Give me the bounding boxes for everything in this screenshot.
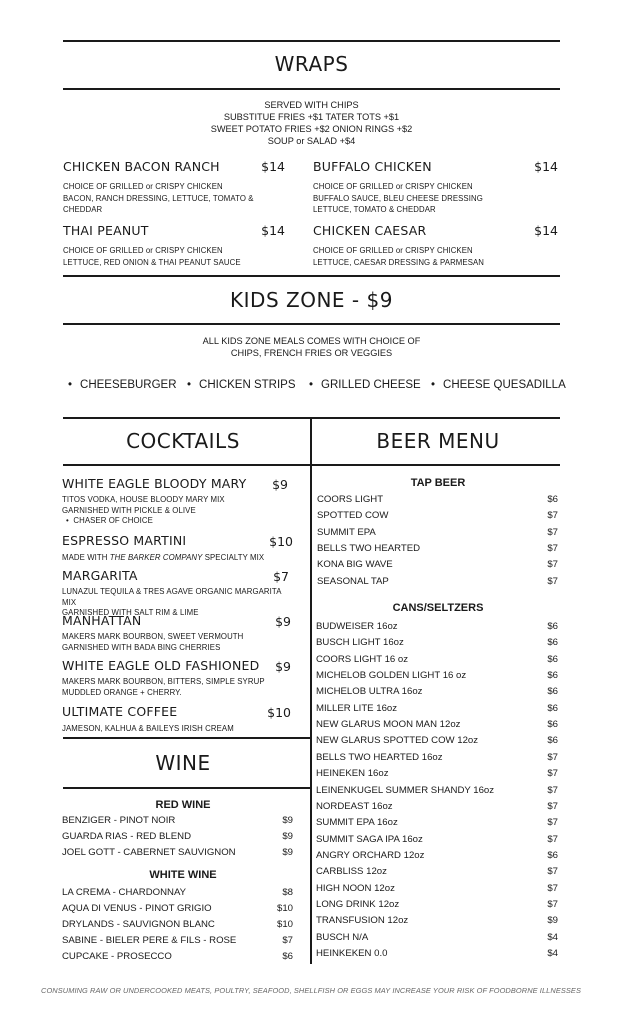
- row-price: $10: [276, 903, 293, 914]
- row-price: $7: [547, 559, 558, 571]
- row-name: SABINE - BIELER PERE & FILS - ROSE: [62, 935, 237, 946]
- menu-row: [62, 901, 293, 917]
- row-price: $8: [282, 887, 293, 898]
- desc-line: LETTUCE, RED ONION & THAI PEANUT SAUCE: [63, 257, 241, 267]
- row-price: $6: [547, 686, 558, 698]
- row-price: $4: [547, 948, 558, 959]
- row-name: TRANSFUSION 12oz: [316, 915, 409, 927]
- wrap-item: [63, 159, 285, 216]
- menu-row: [316, 832, 558, 848]
- desc-line: CHOICE OF GRILLED or CRISPY CHICKEN: [313, 182, 473, 191]
- menu-row: [316, 766, 558, 782]
- row-name: AQUA DI VENUS - PINOT GRIGIO: [62, 903, 212, 914]
- row-price: $7: [547, 526, 558, 538]
- row-name: BENZIGER - PINOT NOIR: [62, 815, 176, 826]
- desc-line: JAMESON, KALHUA & BAILEYS IRISH CREAM: [62, 724, 234, 733]
- desc-line: TITOS VODKA, HOUSE BLOODY MARY MIX: [62, 495, 225, 504]
- row-price: $6: [547, 702, 558, 714]
- row-name: HIGH NOON 12oz: [316, 882, 395, 894]
- item-desc: [63, 181, 285, 216]
- intro-line: CHIPS, FRENCH FRIES OR VEGGIES: [230, 348, 393, 358]
- item-desc: [63, 245, 285, 268]
- menu-row: [317, 492, 558, 508]
- item-name: ULTIMATE COFFEE: [62, 704, 178, 719]
- kids-title: KIDS ZONE - $9: [230, 288, 393, 312]
- item-price: $14: [261, 223, 285, 238]
- row-price: $7: [282, 935, 293, 946]
- menu-row: [316, 864, 558, 880]
- item-name: BUFFALO CHICKEN: [313, 159, 432, 174]
- menu-row: [317, 574, 558, 590]
- row-price: $7: [547, 510, 558, 522]
- desc-line: LETTUCE, TOMATO & CHEDDAR: [313, 205, 436, 214]
- kids-item: • GRILLED CHEESE: [309, 379, 421, 391]
- menu-row: [62, 845, 293, 861]
- menu-row: [316, 815, 558, 831]
- intro-line: SOUP or SALAD +$4: [267, 136, 356, 146]
- item-desc: [313, 245, 558, 268]
- menu-row: [316, 897, 558, 913]
- desc-line: LUNAZUL TEQUILA & TRES AGAVE ORGANIC MARGARITA MIX: [62, 587, 282, 607]
- item-desc: [62, 677, 291, 698]
- menu-row: [62, 885, 293, 901]
- row-name: KONA BIG WAVE: [317, 559, 393, 571]
- row-price: $10: [276, 919, 293, 930]
- menu-row: [316, 701, 558, 717]
- menu-row: [62, 813, 293, 829]
- row-price: $6: [547, 719, 558, 731]
- kids-intro: [63, 335, 560, 359]
- beer-title: BEER MENU: [376, 429, 500, 453]
- menu-row: [62, 829, 293, 845]
- item-price: $14: [534, 159, 558, 174]
- menu-row: [316, 913, 558, 929]
- row-price: $7: [547, 833, 558, 845]
- cocktail-item: [62, 533, 293, 564]
- desc-line: GARNISHED WITH SALT RIM & LIME: [62, 608, 199, 617]
- menu-row: [62, 917, 293, 933]
- desc-line: GARNISHED WITH PICKLE & OLIVE: [62, 505, 196, 515]
- row-price: $7: [547, 542, 558, 554]
- row-name: MICHELOB ULTRA 16oz: [316, 686, 423, 698]
- item-desc: [62, 632, 291, 653]
- wraps-intro: [63, 99, 560, 147]
- menu-row: [317, 541, 558, 557]
- item-desc: [62, 723, 291, 735]
- menu-row: [316, 848, 558, 864]
- divider: [63, 323, 560, 325]
- menu-row: [62, 933, 293, 949]
- wraps-title: WRAPS: [274, 52, 349, 76]
- cocktail-item: [62, 704, 291, 735]
- row-name: HEINKEKEN 0.0: [316, 948, 388, 959]
- row-name: DRYLANDS - SAUVIGNON BLANC: [62, 919, 215, 930]
- item-desc: [62, 552, 293, 564]
- cocktail-item: [62, 568, 289, 619]
- row-name: COORS LIGHT: [317, 494, 384, 505]
- cocktails-title: COCKTAILS: [126, 429, 240, 453]
- row-name: NORDEAST 16oz: [316, 800, 393, 812]
- item-name: CHICKEN BACON RANCH: [63, 159, 220, 174]
- divider: [63, 737, 311, 739]
- desc-line: LETTUCE, CAESAR DRESSING & PARMESAN: [313, 257, 485, 267]
- wrap-item: [313, 159, 558, 216]
- desc-text: SPECIALTY MIX: [202, 553, 265, 562]
- row-name: CUPCAKE - PROSECCO: [62, 951, 172, 962]
- menu-row: [62, 949, 293, 965]
- kids-item: • CHEESE QUESADILLA: [431, 379, 566, 391]
- row-price: $6: [547, 637, 558, 649]
- wine-title: WINE: [155, 751, 211, 775]
- menu-row: [316, 652, 558, 668]
- menu-row: [316, 946, 558, 962]
- menu-row: [316, 619, 558, 635]
- row-name: CARBLISS 12oz: [316, 866, 387, 878]
- desc-text: MADE WITH: [62, 553, 110, 562]
- row-name: MILLER LITE 16oz: [316, 702, 398, 714]
- row-name: NEW GLARUS MOON MAN 12oz: [316, 719, 461, 731]
- item-desc: [313, 181, 558, 216]
- row-price: $9: [282, 815, 293, 826]
- row-name: HEINEKEN 16oz: [316, 768, 389, 780]
- desc-line: BUFFALO SAUCE, BLEU CHEESE DRESSING: [313, 193, 483, 203]
- row-price: $7: [547, 751, 558, 763]
- item-name: WHITE EAGLE OLD FASHIONED: [62, 658, 260, 673]
- row-price: $6: [547, 735, 558, 747]
- row-name: BELLS TWO HEARTED: [317, 542, 421, 554]
- menu-row: [316, 733, 558, 749]
- cocktail-item: [62, 476, 288, 527]
- cocktail-item: [62, 658, 291, 698]
- item-price: $9: [272, 477, 288, 492]
- item-name: CHICKEN CAESAR: [313, 223, 427, 238]
- row-price: $7: [547, 768, 558, 780]
- cocktail-item: [62, 613, 291, 653]
- divider: [63, 787, 311, 789]
- wrap-item: [313, 223, 558, 268]
- row-price: $6: [547, 670, 558, 682]
- row-price: $6: [282, 951, 293, 962]
- row-name: COORS LIGHT 16 oz: [316, 653, 409, 665]
- row-price: $9: [547, 915, 558, 927]
- row-price: $9: [282, 831, 293, 843]
- row-name: SPOTTED COW: [317, 510, 389, 522]
- kids-item: • CHEESEBURGER: [68, 379, 177, 391]
- desc-line: BACON, RANCH DRESSING, LETTUCE, TOMATO &: [63, 193, 254, 203]
- row-name: JOEL GOTT - CABERNET SAUVIGNON: [62, 847, 236, 859]
- menu-row: [317, 508, 558, 524]
- desc-bullet: • CHASER OF CHOICE: [66, 516, 153, 525]
- item-name: MANHATTAN: [62, 613, 142, 628]
- wrap-item: [63, 223, 285, 268]
- menu-row: [316, 799, 558, 815]
- row-price: $7: [547, 784, 558, 796]
- menu-row: [317, 557, 558, 573]
- item-price: $9: [275, 659, 291, 674]
- item-price: $10: [267, 705, 291, 720]
- row-price: $6: [547, 849, 558, 861]
- row-price: $7: [547, 898, 558, 910]
- bullet-text: CHASER OF CHOICE: [73, 516, 153, 525]
- item-price: $14: [534, 223, 558, 238]
- kids-item: • CHICKEN STRIPS: [187, 379, 296, 391]
- item-name: THAI PEANUT: [63, 223, 149, 238]
- row-price: $7: [547, 866, 558, 878]
- menu-row: [316, 881, 558, 897]
- row-price: $6: [547, 621, 558, 632]
- item-price: $7: [273, 569, 289, 584]
- menu-row: [316, 635, 558, 651]
- tap-beer-heading: TAP BEER: [410, 477, 466, 489]
- row-name: SUMMIT EPA: [317, 526, 376, 538]
- row-name: GUARDA RIAS - RED BLEND: [62, 831, 192, 843]
- intro-line: SERVED WITH CHIPS: [264, 100, 359, 110]
- desc-line: CHOICE OF GRILLED or CRISPY CHICKEN: [63, 182, 223, 191]
- item-price: $9: [275, 614, 291, 629]
- item-price: $14: [261, 159, 285, 174]
- row-price: $7: [547, 817, 558, 829]
- row-name: MICHELOB GOLDEN LIGHT 16 oz: [316, 670, 467, 682]
- row-name: SUMMIT EPA 16oz: [316, 817, 398, 829]
- divider: [63, 88, 560, 90]
- desc-line: CHOICE OF GRILLED or CRISPY CHICKEN: [63, 246, 223, 255]
- item-desc: [62, 495, 288, 527]
- row-price: $6: [547, 494, 558, 505]
- desc-line: CHOICE OF GRILLED or CRISPY CHICKEN: [313, 246, 473, 255]
- cans-heading: CANS/SELTZERS: [392, 602, 484, 614]
- intro-line: SUBSTITUE FRIES +$1 TATER TOTS +$1: [223, 112, 400, 122]
- row-name: BELLS TWO HEARTED 16oz: [316, 751, 443, 763]
- menu-row: [316, 684, 558, 700]
- red-wine-heading: RED WINE: [155, 799, 211, 811]
- white-wine-heading: WHITE WINE: [149, 869, 217, 881]
- row-name: NEW GLARUS SPOTTED COW 12oz: [316, 735, 479, 747]
- row-name: BUDWEISER 16oz: [316, 621, 398, 632]
- menu-row: [316, 717, 558, 733]
- item-name: MARGARITA: [62, 568, 138, 583]
- menu-row: [316, 930, 558, 946]
- row-name: ANGRY ORCHARD 12oz: [316, 849, 425, 861]
- row-price: $7: [547, 882, 558, 894]
- desc-line: MAKERS MARK BOURBON, SWEET VERMOUTH: [62, 632, 244, 641]
- item-name: WHITE EAGLE BLOODY MARY: [62, 476, 247, 491]
- menu-row: [316, 783, 558, 799]
- divider: [63, 275, 560, 277]
- desc-line: MAKERS MARK BOURBON, BITTERS, SIMPLE SYRUP: [62, 677, 265, 686]
- item-name: ESPRESSO MARTINI: [62, 533, 187, 548]
- row-price: $7: [547, 575, 558, 587]
- desc-emphasis: THE BARKER COMPANY: [109, 553, 203, 562]
- row-name: SEASONAL TAP: [317, 575, 389, 587]
- desc-line: MUDDLED ORANGE + CHERRY.: [62, 687, 182, 697]
- row-name: LEINENKUGEL SUMMER SHANDY 16oz: [316, 784, 495, 796]
- row-name: LONG DRINK 12oz: [316, 898, 400, 910]
- desc-line: CHEDDAR: [63, 205, 103, 214]
- row-price: $4: [547, 931, 558, 943]
- row-name: BUSCH LIGHT 16oz: [316, 637, 404, 649]
- row-price: $9: [282, 847, 293, 859]
- item-price: $10: [269, 534, 293, 549]
- intro-line: ALL KIDS ZONE MEALS COMES WITH CHOICE OF: [202, 336, 421, 346]
- menu-row: [316, 668, 558, 684]
- divider: [63, 464, 560, 466]
- divider: [63, 40, 560, 42]
- row-price: $7: [547, 800, 558, 812]
- menu-row: [316, 750, 558, 766]
- row-name: LA CREMA - CHARDONNAY: [62, 887, 187, 898]
- row-price: $6: [547, 653, 558, 665]
- disclaimer: CONSUMING RAW OR UNDERCOOKED MEATS, POULTRY, SEAFOOD, SHELLFISH OR EGGS MAY INCREASE YOUR RISK OF FOODBORNE ILLNESSES: [41, 986, 581, 995]
- row-name: BUSCH N/A: [316, 931, 369, 943]
- intro-line: SWEET POTATO FRIES +$2 ONION RINGS +$2: [210, 124, 413, 134]
- row-name: SUMMIT SAGA IPA 16oz: [316, 833, 423, 845]
- column-divider: [310, 417, 312, 964]
- menu-row: [317, 525, 558, 541]
- desc-line: GARNISHED WITH BADA BING CHERRIES: [62, 642, 221, 652]
